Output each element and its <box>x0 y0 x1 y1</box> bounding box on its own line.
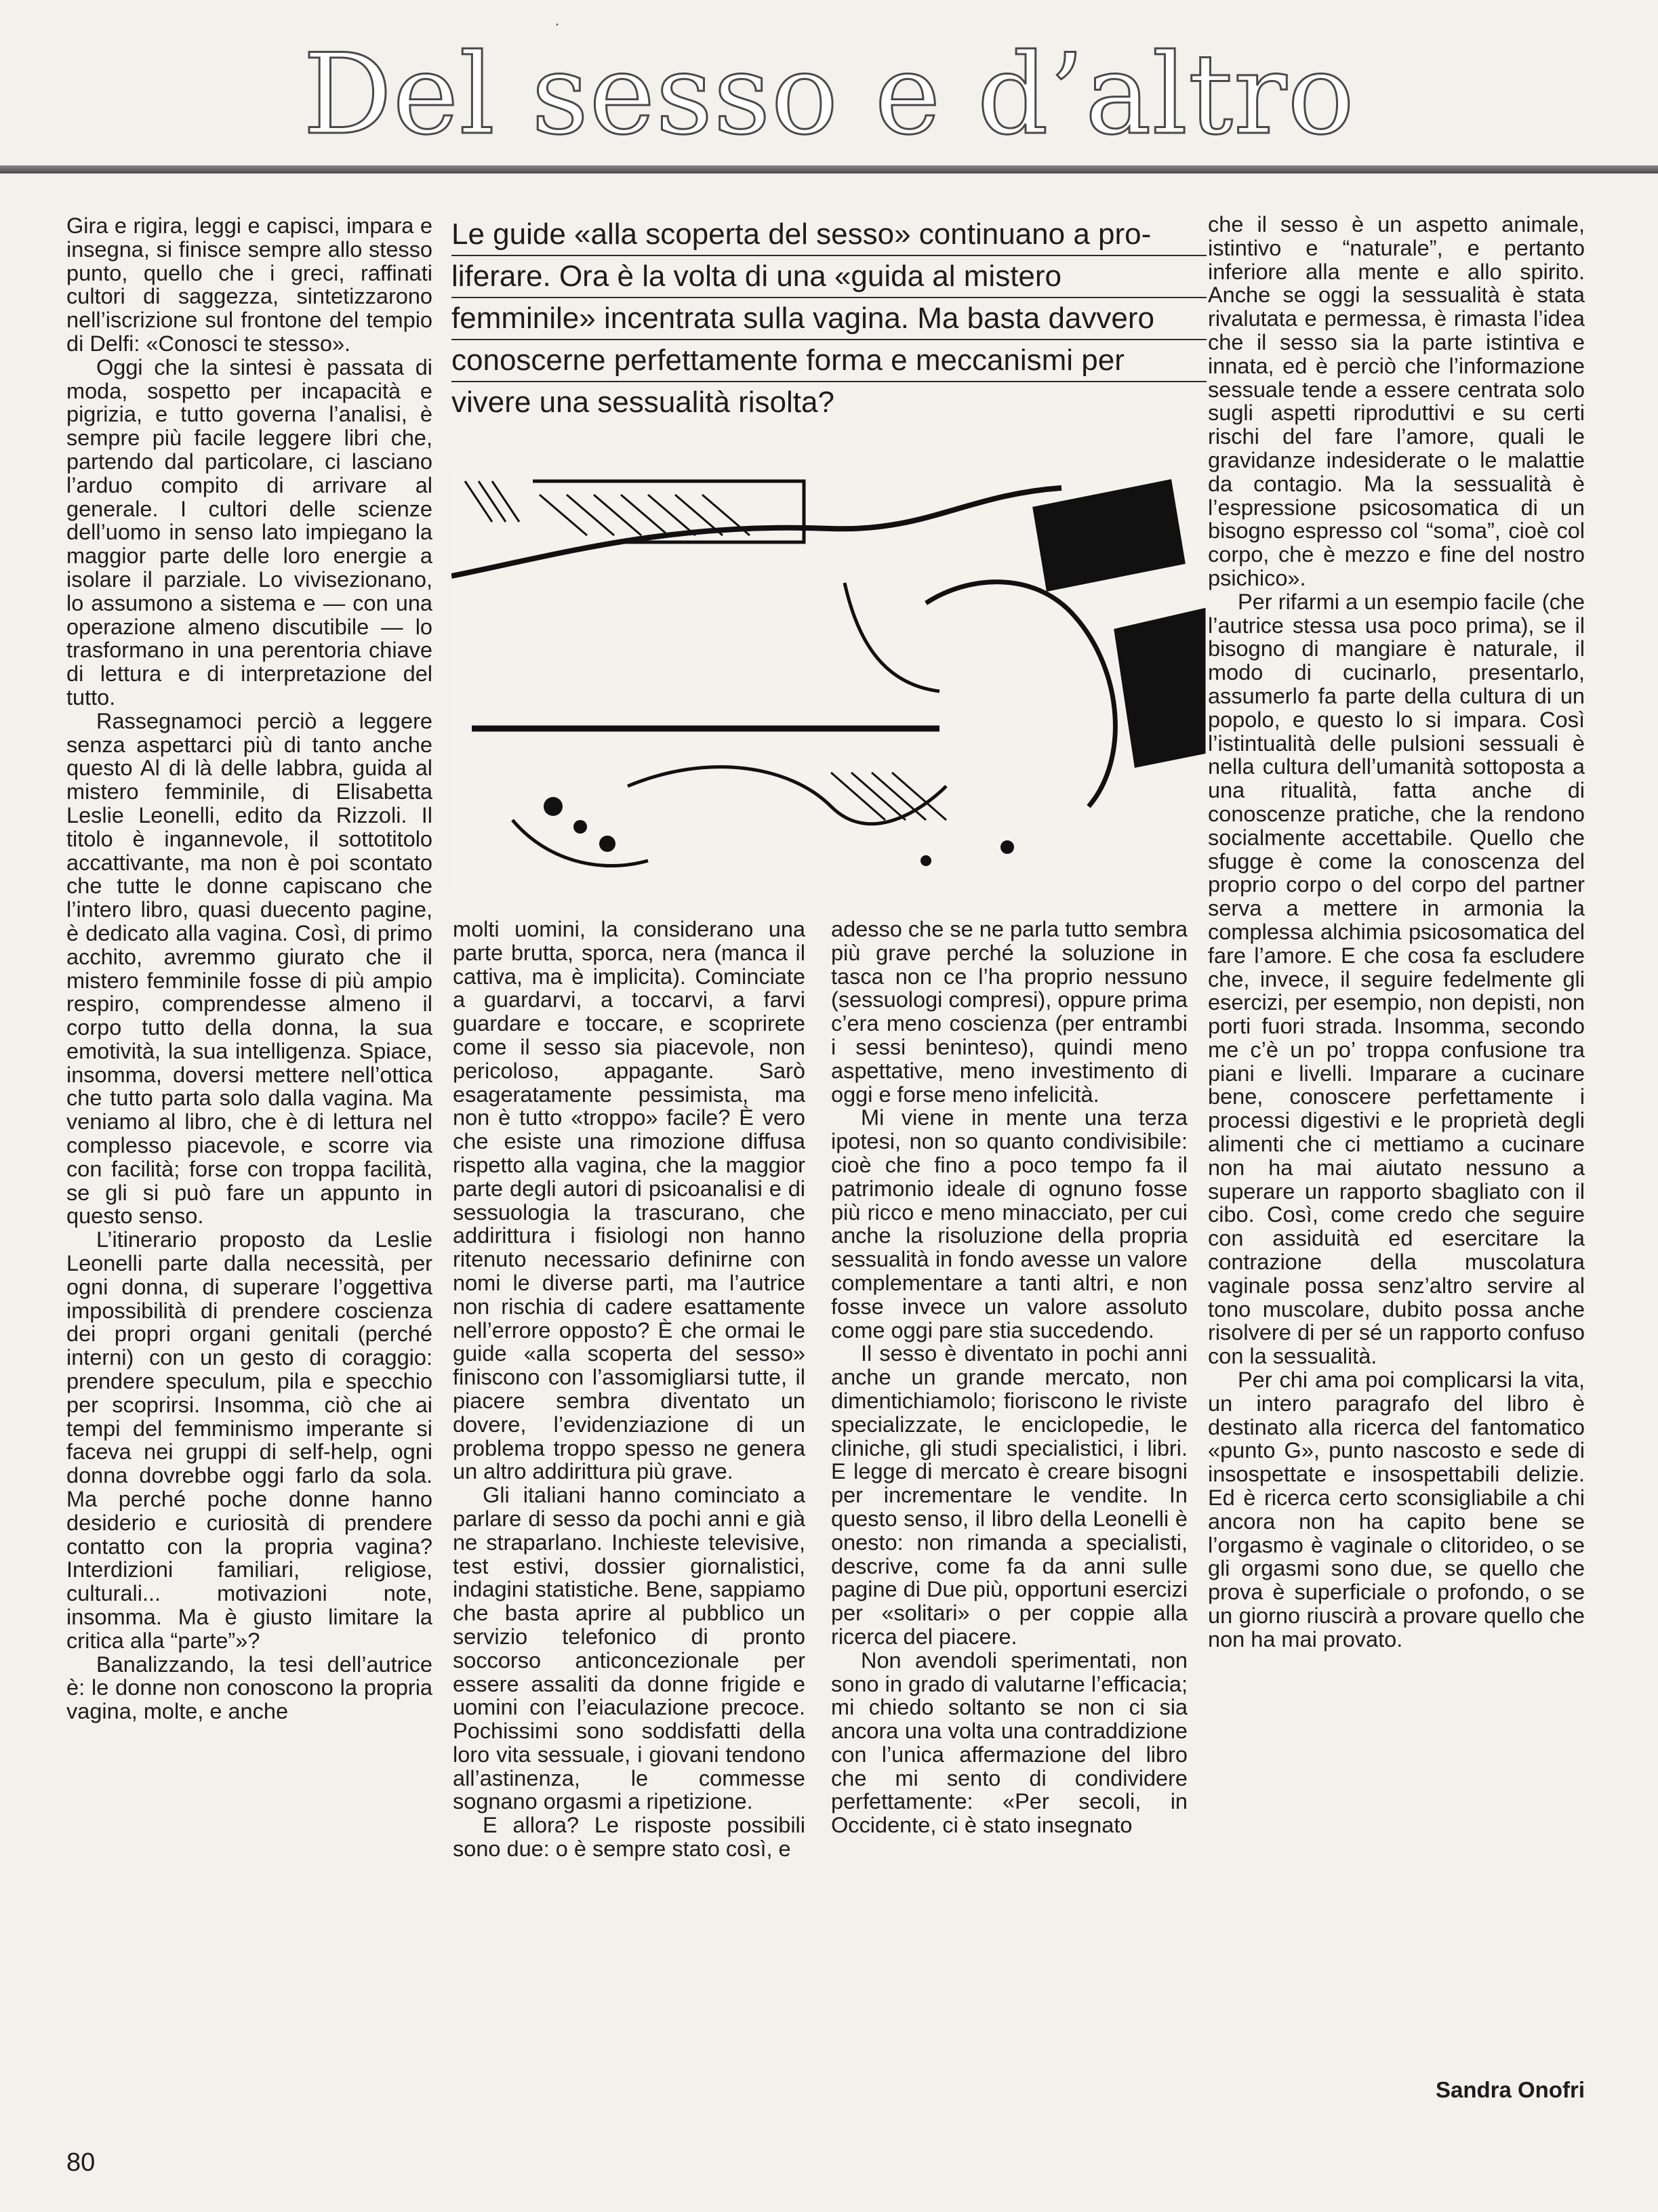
column-4 <box>1208 213 1585 1652</box>
paragraph: Per rifarmi a un esempio facile (che l’autrice stessa usa poco prima), se il bisogno di mangiare è naturale, il modo di cucinarlo, presentarlo, assumerlo fa parte della cultura di un popolo, e questo lo si impara. Così l’istintualità delle pulsioni sessuali è nella cultura dell’umanità sottoposta a una ritualità, fatta anche di conoscenze pratiche, che la rendono socialmente accettabile. Quello che sfugge è come la conoscenza del proprio corpo o del corpo del partner serva a mettere in armonia la complessa alchimia psicosomatica del fare l’amore. E che cosa fa escludere che, invece, il seguire fedelmente gli esercizi, per esempio, non depisti, non porti fuori strada. Insomma, secondo me c’è un po’ troppa confusione tra piani e livelli. Imparare a cucinare bene, conoscere perfettamente i processi digestivi e le proprietà degli alimenti che ci mettiamo a cucinare non ha mai aiutato nessuno a superare un rapporto sbagliato con il cibo. Così, come credo che seguire con assiduità ed esercitare la contrazione della muscolatura vaginale possa senz’altro servire al tono muscolare, dubito possa anche risolvere di per sé un rapporto confuso con la sessualità. <box>1208 589 1585 1369</box>
lead-line: Le guide «alla scoperta del sesso» continuano a pro- <box>451 214 1207 256</box>
author-signature: Sandra Onofri <box>1435 2077 1585 2102</box>
paragraph: molti uomini, la considerano una parte brutta, sporca, nera (manca il cattiva, ma è implicita). Cominciate a guardarvi, a toccarvi, a farvi guardare e toccare, e scoprirete come il sesso sia piacevole, non pericoloso, appagante. Sarò esageratamente pessimista, ma non è tutto «troppo» facile? È vero che esiste una rimozione diffusa rispetto alla vagina, che la maggior parte degli autori di psicoanalisi e di sessuologia la trascurano, che addirittura i fisiologi non hanno ritenuto necessario definirne con nomi le diverse parti, ma l’autrice non rischia di cadere esattamente nell’errore opposto? È che ormai le guide «alla scoperta del sesso» finiscono con l’assomigliarsi tutte, il piacere sembra diventato un dovere, l’evidenziazione di un problema troppo spesso ne genera un altro addirittura più grave. <box>453 917 805 1484</box>
lead-line: conoscerne perfettamente forma e meccanismi per <box>451 340 1207 382</box>
paragraph: Banalizzando, la tesi dell’autrice è: le donne non conoscono la propria vagina, molte, e anche <box>66 1652 432 1724</box>
article-title: Del sesso e d’altro <box>302 30 1356 159</box>
paragraph: Rassegnamoci perciò a leggere senza aspettarci più di tanto anche questo Al di là delle labbra, guida al mistero femminile, di Elisabetta Leslie Leonelli, edito da Rizzoli. Il titolo è ingannevole, il sottotitolo accattivante, ma non è poi scontato che tutte le donne capiscano che l’intero libro, quasi duecento pagine, è dedicato alla vagina. Così, di primo acchito, avremmo giurato che il mistero femminile fosse di più ampio respiro, comprendesse almeno il corpo tutto della donna, la sua emotività, la sua intelligenza. Spiace, insomma, doversi mettere nell’ottica che tutto parta solo dalla vagina. Ma veniamo al libro, che è di lettura nel complesso piacevole, e scorre via con facilità; forse con troppa facilità, se gli si può fare un appunto in questo senso. <box>66 708 432 1229</box>
lead-line: liferare. Ora è la volta di una «guida al mistero <box>451 256 1207 298</box>
paragraph: Mi viene in mente una terza ipotesi, non so quanto condivisibile: cioè che fino a poco tempo fa il patrimonio ideale di ognuno fosse più ricco e meno minacciato, per cui anche la risoluzione della propria sessualità in fondo avesse un valore complementare a tanti altri, e non fosse invece un valore assoluto come oggi pare stia succedendo. <box>831 1105 1188 1343</box>
column-3 <box>831 918 1188 1837</box>
column-2 <box>453 918 805 1861</box>
top-mark: · <box>554 15 560 33</box>
lead-line: femminile» incentrata sulla vagina. Ma basta davvero <box>451 298 1207 340</box>
lead-paragraph <box>451 214 1207 423</box>
column-1 <box>66 214 432 1723</box>
paragraph: Gira e rigira, leggi e capisci, impara e insegna, si finisce sempre allo stesso punto, quello che i greci, raffinati cultori di saggezza, sintetizzarono nell’iscrizione sul frontone del tempio di Delfi: «Conosci te stesso». <box>66 213 432 356</box>
paragraph: Il sesso è diventato in pochi anni anche un grande mercato, non dimentichiamolo; fioriscono le riviste specializzate, le enciclopedie, le cliniche, gli studi specialistici, i libri. E legge di mercato è creare bisogni per incrementare le vendite. In questo senso, il libro della Leonelli è onesto: non rimanda a specialisti, descrive, come fa da anni sulle pagine di Due più, opportuni esercizi per «solitari» o per coppie alla ricerca del piacere. <box>831 1341 1188 1649</box>
paragraph: Non avendoli sperimentati, non sono in grado di valutarne l’efficacia; mi chiedo soltanto se non ci sia ancora una volta una contraddizione con l’unica affermazione del libro che mi sento di condividere perfettamente: «Per secoli, in Occidente, ci è stato insegnato <box>831 1647 1188 1838</box>
illustration <box>451 468 1207 888</box>
paragraph: Oggi che la sintesi è passata di moda, sospetto per incapacità e pigrizia, e tutto governa l’analisi, è sempre più facile leggere libri che, partendo dal particolare, ci lasciano l’arduo compito di arrivare al generale. I cultori delle scienze dell’uomo in senso lato impiegano la maggior parte delle loro energie a isolare il parziale. Lo vivisezionano, lo assumono a sistema e — con una operazione almeno discutibile — lo trasformano in una perentoria chiave di lettura e di interpretazione del tutto. <box>66 354 432 710</box>
paragraph: L’itinerario proposto da Leslie Leonelli parte dalla necessità, per ogni donna, di superare l’oggettiva impossibilità di prendere coscienza dei propri organi genitali (perché interni) con un gesto di coraggio: prendere speculum, pila e specchio per scoprirsi. Insomma, ciò che ai tempi del femminismo imperante si faceva nei gruppi di self-help, ogni donna dovrebbe oggi farlo da sola. Ma perché poche donne hanno desiderio e curiosità di prendere contatto con la propria vagina? Interdizioni familiari, religiose, culturali... motivazioni note, insomma. Ma è giusto limitare la critica alla “parte”»? <box>66 1227 432 1653</box>
lead-line: vivere una sessualità risolta? <box>451 386 834 419</box>
page-number: 80 <box>66 2148 96 2177</box>
paragraph: che il sesso è un aspetto animale, istintivo e “naturale”, e pertanto inferiore alla mente e allo spirito. Anche se oggi la sessualità è stata rivalutata e permessa, è rimasta l’idea che il sesso sia la parte istintiva e innata, ed è perciò che l’informazione sessuale tende a essere centrata solo sugli aspetti riproduttivi e su certi rischi del fare l’amore, quali le gravidanze indesiderate o le malattie da contagio. Ma la sessualità è l’espressione psicosomatica di un bisogno espresso col “soma”, cioè col corpo, che è mezzo e fine del nostro psichico». <box>1208 212 1585 590</box>
paragraph: Gli italiani hanno cominciato a parlare di sesso da pochi anni e già ne straparlano. Inchieste televisive, test estivi, dossier giornalistici, indagini statistiche. Bene, sappiamo che basta aprire al pubblico un servizio telefonico di pronto soccorso anticoncezionale per essere assaliti da donne frigide e uomini con l’eiaculazione precoce. Pochissimi sono soddisfatti della loro vita sessuale, i giovani tendono all’astinenza, le commesse sognano orgasmi a ripetizione. <box>453 1483 805 1814</box>
title-rule <box>0 165 1658 173</box>
paragraph: E allora? Le risposte possibili sono due: o è sempre stato così, e <box>453 1813 805 1862</box>
paragraph: adesso che se ne parla tutto sembra più grave perché la soluzione in tasca non ce l’ha proprio nessuno (sessuologi compresi), oppure prima c’era meno coscienza (per entrambi i sessi beninteso), quindi meno aspettative, meno investimento di oggi e forse meno infelicità. <box>831 917 1188 1107</box>
paragraph: Per chi ama poi complicarsi la vita, un intero paragrafo del libro è destinato alla ricerca del fantomatico «punto G», punto nascosto e sede di insospettate e insospettabili delizie. Ed è ricerca certo sconsigliabile a chi ancora non ha capito bene se l’orgasmo è vaginale o clitorideo, o se gli orgasmi sono due, se quello che prova è superficiale o profondo, o se un giorno riuscirà a provare quello che non ha mai provato. <box>1208 1368 1585 1652</box>
